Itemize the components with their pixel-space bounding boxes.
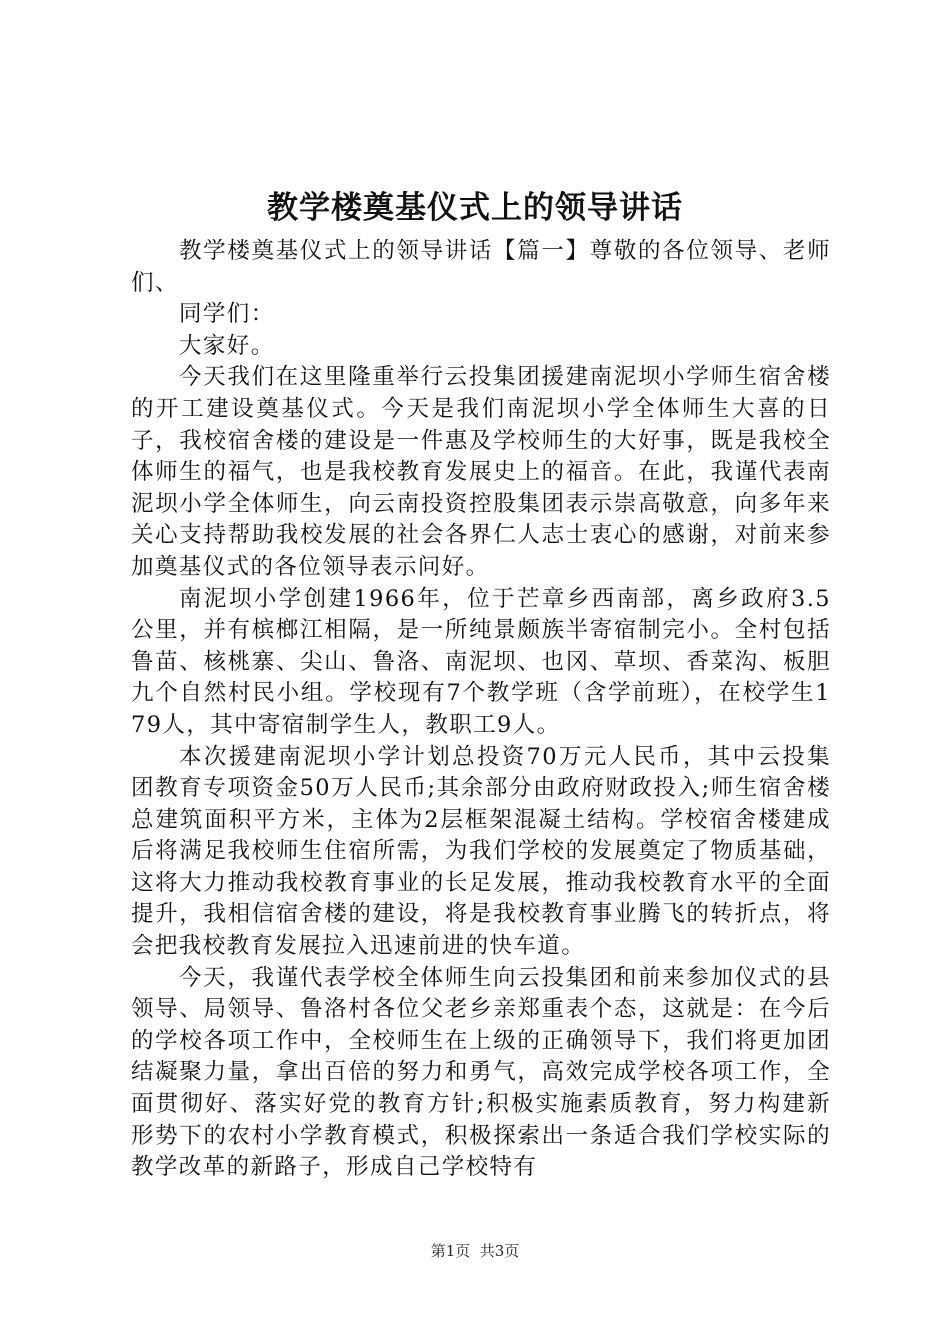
document-title: 教学楼奠基仪式上的领导讲话 bbox=[267, 190, 683, 226]
page-footer bbox=[0, 1240, 950, 1262]
paragraph-hello: 大家好。 bbox=[179, 332, 275, 359]
paragraph-school-intro: 南泥坝小学创建1966年，位于芒章乡西南部，离乡政府3.5公里，并有槟榔江相隔，是一所纯景颇族半寄宿制完小。全村包括鲁苗、核桃寨、尖山、鲁洛、南泥坝、也冈、草坝、香菜沟、板胆九个自然村民小组。学校现有7个教学班（含学前班），在校学生179人，其中寄宿制学生人，教职工9人。 bbox=[131, 585, 831, 738]
document-body bbox=[131, 236, 831, 1184]
paragraph-ceremony: 今天我们在这里隆重举行云投集团援建南泥坝小学师生宿舍楼的开工建设奠基仪式。今天是我们南泥坝小学全体师生大喜的日子，我校宿舍楼的建设是一件惠及学校师生的大好事，既是我校全体师生的福气，也是我校教育发展史上的福音。在此，我谨代表南泥坝小学全体师生，向云南投资控股集团表示崇高敬意，向多年来关心支持帮助我校发展的社会各界仁人志士衷心的感谢，对前来参加奠基仪式的各位领导表示问好。 bbox=[131, 364, 831, 580]
paragraph-pledge: 今天，我谨代表学校全体师生向云投集团和前来参加仪式的县领导、局领导、鲁洛村各位父老乡亲郑重表个态，这就是：在今后的学校各项工作中，全校师生在上级的正确领导下，我们将更加团结凝聚力量，拿出百倍的努力和勇气，高效完成学校各项工作，全面贯彻好、落实好党的教育方针;积极实施素质教育，努力构建新形势下的农村小学教育模式，积极探索出一条适合我们学校实际的教学改革的新路子，形成自己学校特有 bbox=[131, 964, 831, 1181]
paragraph-students: 同学们： bbox=[179, 301, 275, 328]
page-number: 第1页 共3页 bbox=[430, 1242, 520, 1260]
paragraph-greeting: 教学楼奠基仪式上的领导讲话【篇一】尊敬的各位领导、老师们、 bbox=[131, 238, 831, 296]
paragraph-investment: 本次援建南泥坝小学计划总投资70万元人民币，其中云投集团教育专项资金50万人民币;其余部分由政府财政投入;师生宿舍楼总建筑面积平方米，主体为2层框架混凝土结构。学校宿舍楼建成后将满足我校师生住宿所需，为我们学校的发展奠定了物质基础，这将大力推动我校教育事业的长足发展，推动我校教育水平的全面提升，我相信宿舍楼的建设，将是我校教育事业腾飞的转折点，将会把我校教育发展拉入迅速前进的快车道。 bbox=[131, 743, 831, 960]
